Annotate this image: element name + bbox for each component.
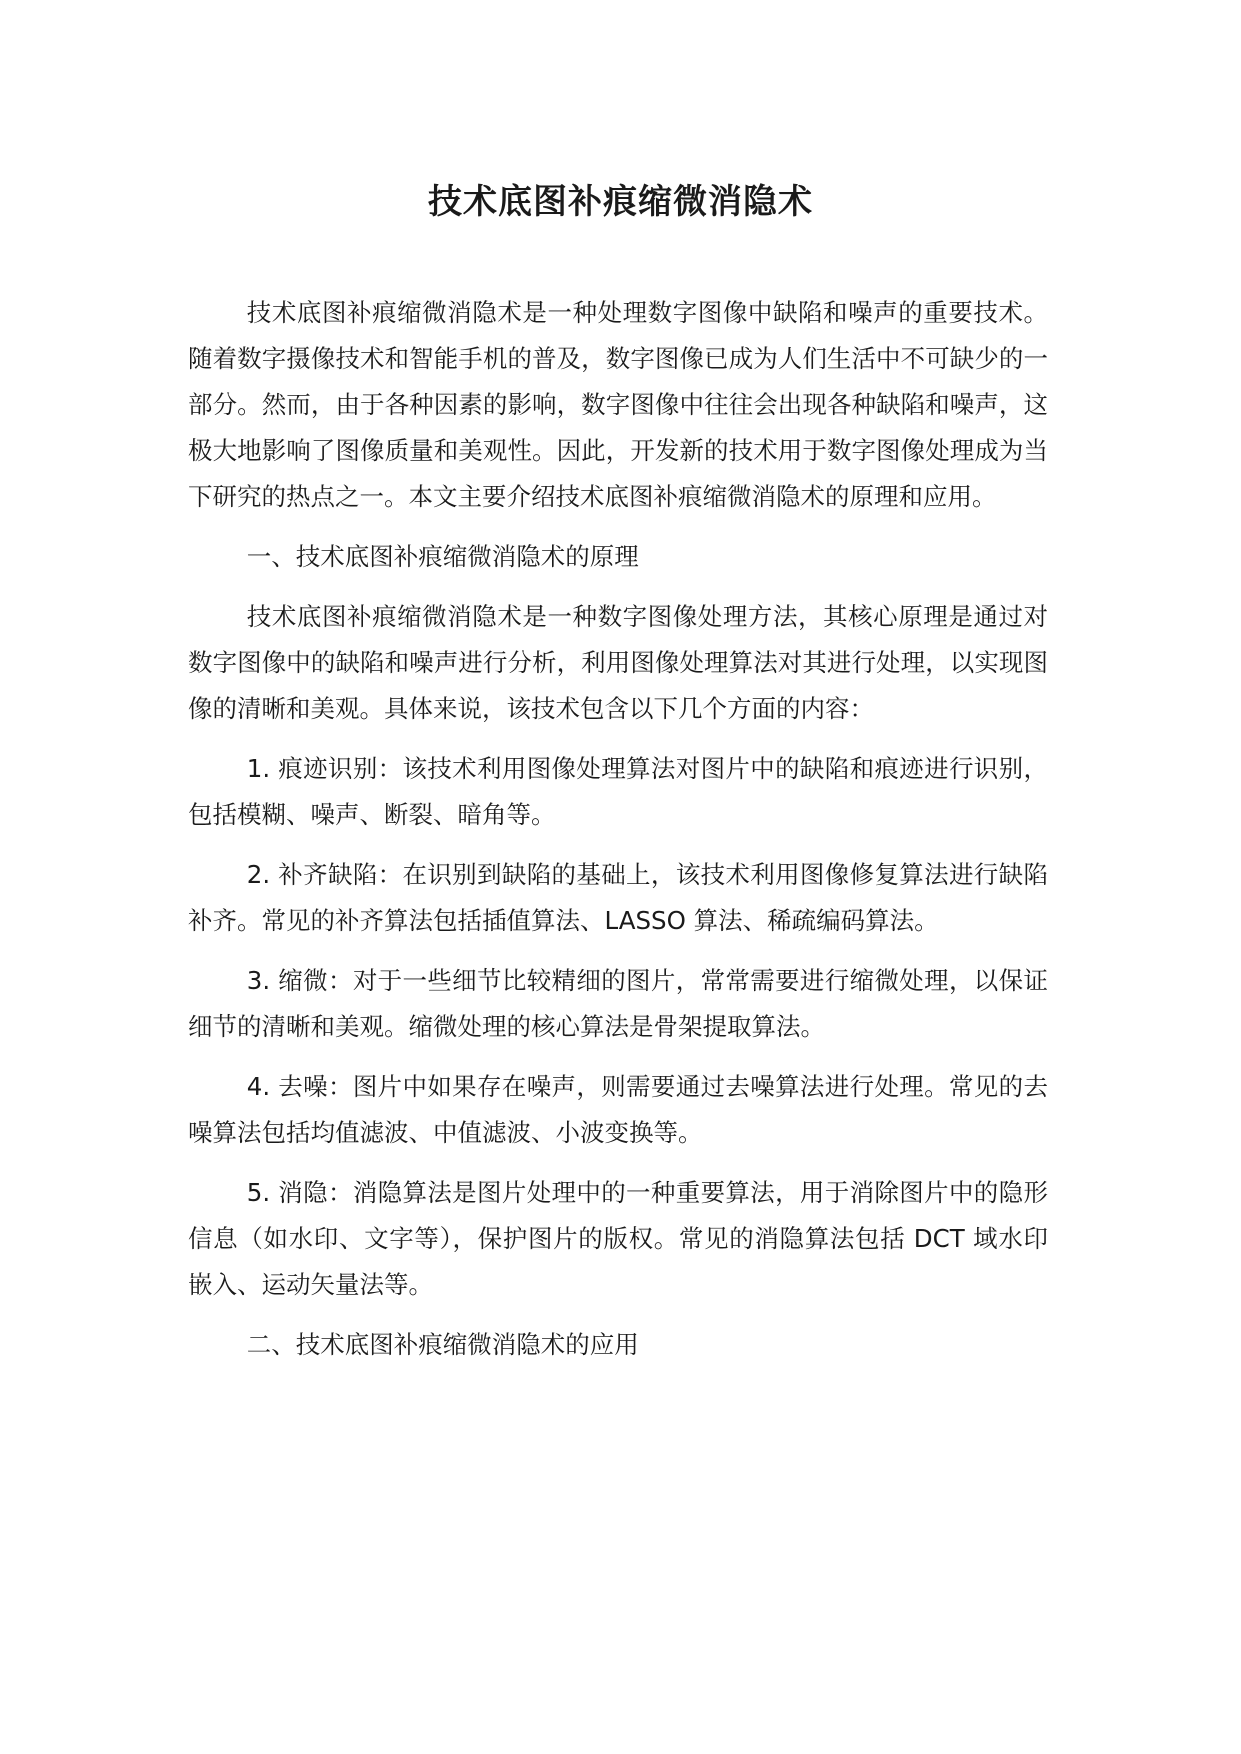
document-title: 技术底图补痕缩微消隐术 [428,182,813,222]
list-item-microfilm: 3. 缩微：对于一些细节比较精细的图片，常常需要进行缩微处理，以保证细节的清晰和美观。缩微处理的核心算法是骨架提取算法。 [188,966,1048,1041]
section-heading-application: 二、技术底图补痕缩微消隐术的应用 [246,1330,639,1359]
list-item-trace-recognition: 1. 痕迹识别：该技术利用图像处理算法对图片中的缺陷和痕迹进行识别，包括模糊、噪声、断裂、暗角等。 [188,754,1048,829]
document-body [188,290,1048,1382]
list-item-defect-filling: 2. 补齐缺陷：在识别到缺陷的基础上，该技术利用图像修复算法进行缺陷补齐。常见的补齐算法包括插值算法、LASSO 算法、稀疏编码算法。 [188,860,1048,935]
principle-paragraph: 技术底图补痕缩微消隐术是一种数字图像处理方法，其核心原理是通过对数字图像中的缺陷和噪声进行分析，利用图像处理算法对其进行处理，以实现图像的清晰和美观。具体来说，该技术包含以下几个方面的内容： [188,602,1048,723]
list-item-denoise: 4. 去噪：图片中如果存在噪声，则需要通过去噪算法进行处理。常见的去噪算法包括均值滤波、中值滤波、小波变换等。 [188,1072,1048,1147]
list-item-hiding: 5. 消隐：消隐算法是图片处理中的一种重要算法，用于消除图片中的隐形信息（如水印、文字等），保护图片的版权。常见的消隐算法包括 DCT 域水印嵌入、运动矢量法等。 [188,1178,1048,1299]
section-heading-principle: 一、技术底图补痕缩微消隐术的原理 [246,542,639,571]
intro-paragraph: 技术底图补痕缩微消隐术是一种处理数字图像中缺陷和噪声的重要技术。随着数字摄像技术和智能手机的普及，数字图像已成为人们生活中不可缺少的一部分。然而，由于各种因素的影响，数字图像中往往会出现各种缺陷和噪声，这极大地影响了图像质量和美观性。因此，开发新的技术用于数字图像处理成为当下研究的热点之一。本文主要介绍技术底图补痕缩微消隐术的原理和应用。 [188,298,1048,511]
